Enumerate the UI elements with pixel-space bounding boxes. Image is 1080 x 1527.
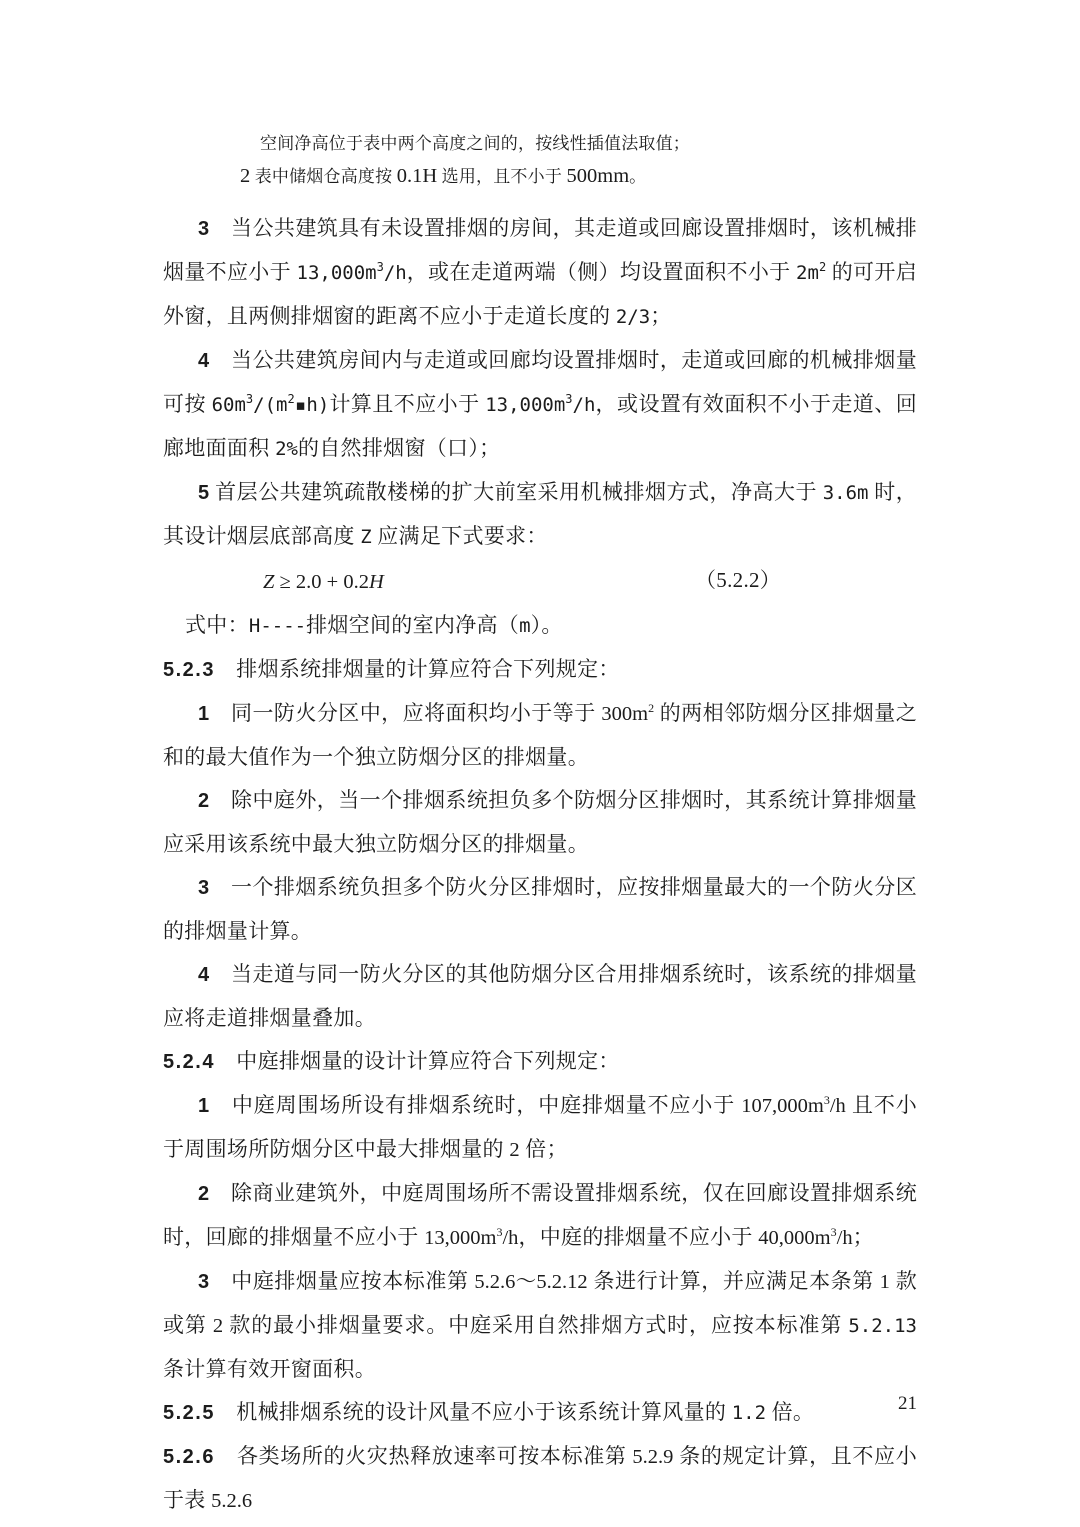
section-5-2-3-item-3 — [163, 866, 917, 953]
section-5-2-6 — [163, 1435, 917, 1523]
section-5-2-3-item-1 — [163, 692, 917, 779]
text-run: 3 — [198, 218, 210, 240]
text-run: /h — [836, 1227, 853, 1249]
text-run: 款的最小排烟量要求。中庭采用自然排烟方式时，应按本标准第 — [223, 1313, 849, 1337]
text-run: 0.1H — [396, 165, 438, 187]
text-run: /h — [829, 1095, 846, 1117]
text-run: 选用，且不小于 — [437, 167, 567, 186]
section-5-2-3-item-4 — [163, 953, 917, 1040]
text-run: ； — [650, 304, 672, 328]
text-run: 空间净高位于表中两个高度之间的，按线性插值法取值； — [260, 134, 690, 153]
text-run: 3 — [198, 1271, 210, 1293]
text-run: 除中庭外，当一个排烟系统担负多个防烟分区排烟时，其系统计算排烟量应采用该系统中最大独立防烟分区的排烟量。 — [163, 788, 917, 856]
text-run: 同一防火分区中，应将面积均小于等于 — [209, 701, 602, 725]
text-run: 13,000m — [485, 394, 566, 416]
section-5-2-4-item-3 — [163, 1260, 923, 1391]
text-run: 3 — [830, 1225, 837, 1239]
table-note-continuation — [163, 128, 917, 160]
section-5-2-4-item-1 — [163, 1084, 917, 1172]
text-run: 3 — [245, 392, 254, 406]
section-5-2-3-item-2 — [163, 779, 917, 866]
text-run: 2 — [648, 701, 655, 715]
text-run: 4 — [198, 350, 210, 372]
text-run: 3 — [198, 877, 210, 899]
text-run: 5.2.9 — [632, 1446, 674, 1468]
text-run: /(m — [253, 394, 288, 416]
text-run: 式中： — [185, 613, 249, 637]
text-run: 排烟空间的室内净高（ — [306, 613, 520, 637]
document-blocks — [163, 128, 923, 1523]
text-run: 2 — [240, 165, 251, 187]
text-run: 2 — [198, 790, 210, 812]
text-run: 13,000m — [296, 262, 377, 284]
text-run: 13,000m — [424, 1227, 497, 1249]
text-run: 的自然排烟窗（口）； — [297, 436, 501, 460]
equation-number: （5.2.2） — [695, 568, 782, 592]
text-run: 1 — [198, 703, 210, 725]
text-run: 3.6m — [822, 482, 869, 504]
text-run: 机械排烟系统的设计风量不应小于该系统计算风量的 — [214, 1400, 732, 1424]
text-run: 2 — [287, 392, 295, 406]
text-run: 5 — [198, 482, 210, 504]
text-run: H — [368, 571, 384, 593]
text-run: 2m — [796, 262, 819, 284]
text-run: 2 — [198, 1183, 210, 1205]
text-run: 1 — [198, 1095, 210, 1117]
text-run: /h — [383, 262, 407, 284]
text-run: 1 — [879, 1271, 890, 1293]
text-run: 1.2 — [731, 1402, 767, 1424]
text-run: 5.2.6 — [163, 1446, 215, 1468]
equation-5-2-2 — [163, 559, 917, 604]
section-5-2-5 — [163, 1391, 917, 1435]
text-run: 3 — [565, 392, 573, 406]
text-run: 中庭周围场所设有排烟系统时，中庭排烟量不应小于 — [209, 1093, 742, 1117]
text-run: H---- — [248, 615, 307, 637]
text-run: 5.2.3 — [163, 659, 215, 681]
text-run: ▪h) — [294, 394, 330, 416]
text-run: 5.2.6 — [211, 1490, 253, 1512]
clause-5 — [163, 471, 917, 559]
text-run: ≥ 2.0 + 0.2 — [274, 571, 369, 593]
text-run: 5.2.13 — [848, 1315, 917, 1337]
text-run: /h — [502, 1227, 519, 1249]
text-run: 条进行计算，并应满足本条第 — [587, 1269, 880, 1293]
text-run: 107,000m — [741, 1095, 824, 1117]
text-run: 款或第 — [163, 1269, 918, 1337]
text-run: ； — [852, 1225, 874, 1249]
text-run: 中庭排烟量应按本标准第 — [209, 1269, 475, 1293]
text-run: 4 — [198, 964, 210, 986]
clause-3 — [163, 207, 917, 339]
text-run: ，或设置有效面积不小于走道、回廊地面面积 — [163, 392, 918, 460]
text-run: 除商业建筑外，中庭周围场所不需设置排烟系统，仅在回廊设置排烟系统时，回廊的排烟量不应小于 — [163, 1181, 917, 1249]
text-run: 5.2.6～5.2.12 — [474, 1271, 588, 1293]
text-run: ）。 — [530, 613, 563, 637]
text-run: 排烟系统排烟量的计算应符合下列规定： — [214, 657, 620, 681]
text-run: ，或在走道两端（侧）均设置面积不小于 — [406, 260, 797, 284]
text-run: 中庭排烟量的设计计算应符合下列规定： — [214, 1049, 620, 1073]
text-run: 首层公共建筑疏散楼梯的扩大前室采用机械排烟方式，净高大于 — [209, 480, 823, 504]
text-run: 2 — [509, 1139, 520, 1161]
section-5-2-4 — [163, 1040, 917, 1084]
clause-4 — [163, 339, 917, 471]
text-run: 表中储烟仓高度按 — [250, 167, 397, 186]
text-run: 60m — [211, 394, 246, 416]
table-note-2 — [163, 160, 917, 193]
text-run: 时，其设计烟层底部高度 — [163, 480, 918, 548]
text-run: 且不小于周围场所防烟分区中最大排烟量的 — [163, 1093, 918, 1161]
formula-legend — [163, 604, 917, 648]
text-run: 。 — [629, 167, 647, 186]
text-run: 一个排烟系统负担多个防火分区排烟时，应按排烟量最大的一个防火分区的排烟量计算。 — [163, 875, 917, 943]
text-run: 2 — [212, 1315, 224, 1337]
text-run: 3 — [376, 260, 384, 274]
text-run: /h — [572, 394, 596, 416]
text-run: m — [519, 615, 531, 637]
text-run: 的两相邻防烟分区排烟量之和的最大值作为一个独立防烟分区的排烟量。 — [163, 701, 917, 769]
page-number: 21 — [898, 1393, 917, 1414]
text-run: 的可开启外窗，且两侧排烟窗的距离不应小于走道长度的 — [163, 260, 918, 328]
text-run: 3 — [496, 1225, 503, 1239]
text-run: 40,000m — [758, 1227, 831, 1249]
text-run: 计算且不应小于 — [329, 392, 486, 416]
text-run: 当公共建筑具有未设置排烟的房间，其走道或回廊设置排烟时，该机械排烟量不应小于 — [163, 216, 917, 284]
section-5-2-3 — [163, 648, 917, 692]
text-run: Z — [263, 571, 275, 593]
text-run: 应满足下式要求： — [371, 524, 548, 548]
text-run: 条的规定计算，且不应小于表 — [163, 1444, 917, 1512]
text-run: 各类场所的火灾热释放速率可按本标准第 — [214, 1444, 633, 1468]
text-run: 当公共建筑房间内与走道或回廊均设置排烟时，走道或回廊的机械排烟量可按 — [163, 348, 917, 416]
equation — [263, 568, 384, 593]
text-run: 2 — [818, 260, 827, 274]
text-run: 2% — [275, 438, 298, 460]
text-run: 条计算有效开窗面积。 — [163, 1313, 923, 1381]
text-run: 当走道与同一防火分区的其他防烟分区合用排烟系统时，该系统的排烟量应将走道排烟量叠加。 — [163, 962, 917, 1030]
text-run: 5.2.5 — [163, 1402, 215, 1424]
text-run: 倍。 — [766, 1400, 815, 1424]
text-run: 300m — [601, 703, 649, 725]
text-run: Z — [360, 526, 372, 548]
text-run: 5.2.4 — [163, 1051, 215, 1073]
text-run: 倍； — [519, 1137, 568, 1161]
text-run: ，中庭的排烟量不应小于 — [518, 1225, 759, 1249]
text-run: 2/3 — [615, 306, 651, 328]
section-5-2-4-item-2 — [163, 1172, 917, 1260]
text-run: 3 — [823, 1093, 830, 1107]
text-run: 500mm — [566, 165, 630, 187]
